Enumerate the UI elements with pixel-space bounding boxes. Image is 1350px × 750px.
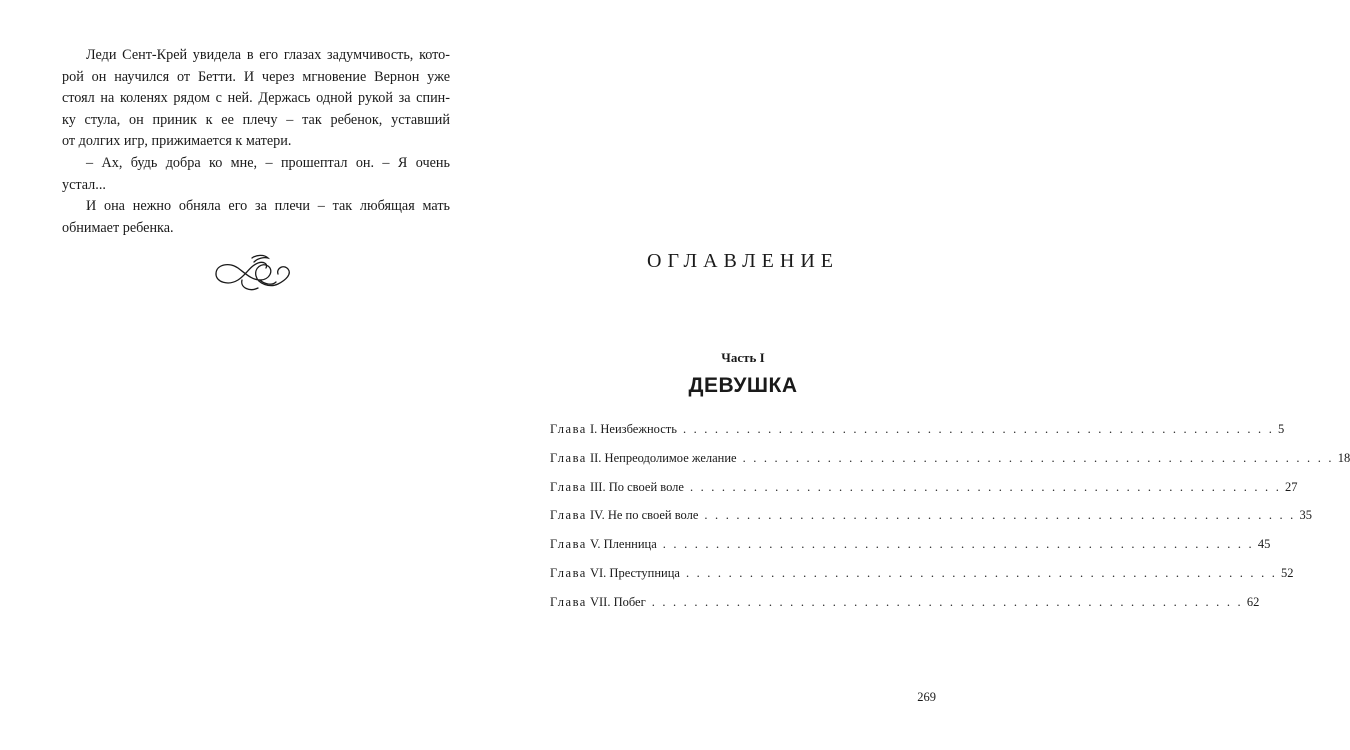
toc-entry-prefix: Глава xyxy=(550,508,587,523)
part-title: ДЕВУШКА xyxy=(688,374,798,397)
toc-entry-label xyxy=(550,451,737,466)
toc-entry-label xyxy=(550,595,646,610)
toc-entry[interactable] xyxy=(550,594,1260,624)
toc-entry-label xyxy=(550,508,698,523)
text-line: – Ах, будь добра ко мне, – прошептал он. – Я очень xyxy=(86,154,450,171)
toc-entry-title: VI. Преступница xyxy=(589,565,680,580)
text-line: Леди Сент-Крей увидела в его глазах задумчивость, кото- xyxy=(86,47,450,63)
toc-entry-prefix: Глава xyxy=(550,594,587,609)
toc-entry-prefix: Глава xyxy=(550,479,587,494)
flourish-ornament-icon xyxy=(212,250,296,296)
toc-entry-title: IV. Не по своей воле xyxy=(589,508,699,523)
toc-entry-label xyxy=(550,537,657,552)
toc-page-number: 45 xyxy=(1257,537,1271,552)
part-label: Часть I xyxy=(721,350,765,365)
leader-dots: . . . . . . . . . . . . . . . . . . . . . . . . . . . . . . . . . . . . . . . . . . . . . . . . . . . . . . . . xyxy=(689,479,1282,494)
paragraph xyxy=(62,196,450,239)
toc-entry-label xyxy=(550,422,677,437)
leader-dots: . . . . . . . . . . . . . . . . . . . . . . . . . . . . . . . . . . . . . . . . . . . . . . . . . . . . . . . . xyxy=(685,565,1278,580)
toc-entry[interactable] xyxy=(550,565,1294,595)
toc-entry-title: I. Неизбежность xyxy=(589,422,677,436)
text-line: от долгих игр, прижимается к матери. xyxy=(62,133,292,150)
toc-page-number: 52 xyxy=(1281,565,1294,580)
toc-page-number: 5 xyxy=(1278,422,1285,436)
page-number: 269 xyxy=(917,690,936,704)
leader-dots: . . . . . . . . . . . . . . . . . . . . . . . . . . . . . . . . . . . . . . . . . . . . . . . . . . . . . . . . xyxy=(662,537,1254,552)
text-line: стоял на коленях рядом с ней. Держась одной рукой за спин- xyxy=(62,90,450,107)
toc-entry-title: III. По своей воле xyxy=(589,479,684,494)
paragraph xyxy=(62,153,450,196)
toc-page-number: 18 xyxy=(1337,450,1350,465)
toc-entry-title: VII. Побег xyxy=(589,594,646,609)
toc-entry-prefix: Глава xyxy=(550,422,587,436)
toc-page-number: 35 xyxy=(1299,508,1312,523)
leader-dots: . . . . . . . . . . . . . . . . . . . . . . . . . . . . . . . . . . . . . . . . . . . . . . . . . . . . . . . . xyxy=(704,508,1296,523)
toc-entry-prefix: Глава xyxy=(550,565,587,580)
paragraph xyxy=(62,45,450,153)
text-line: И она нежно обняла его за плечи – так любящая мать xyxy=(86,198,450,215)
leader-dots: . . . . . . . . . . . . . . . . . . . . . . . . . . . . . . . . . . . . . . . . . . . . . . . . . . . . . . . . xyxy=(742,450,1334,465)
toc-entry-title: V. Пленница xyxy=(589,537,657,552)
toc-heading: ОГЛАВЛЕНИЕ xyxy=(647,250,839,272)
toc-page-number: 27 xyxy=(1285,479,1298,494)
leader-dots: . . . . . . . . . . . . . . . . . . . . . . . . . . . . . . . . . . . . . . . . . . . . . . . . . . . . . . . . xyxy=(651,594,1243,609)
text-line: рой он научился от Бетти. И через мгновение Вернон уже xyxy=(62,68,450,85)
toc-entry-label xyxy=(550,566,680,581)
toc-entry-title: II. Непреодолимое желание xyxy=(589,450,737,465)
leader-dots: . . . . . . . . . . . . . . . . . . . . . . . . . . . . . . . . . . . . . . . . . . . . . . . . . . . . . . . . xyxy=(682,422,1275,436)
toc-entry[interactable] xyxy=(550,537,1271,566)
toc-page-number: 62 xyxy=(1246,594,1260,609)
toc-entry[interactable] xyxy=(550,479,1298,509)
toc-entry[interactable] xyxy=(550,450,1350,480)
toc-entry-label xyxy=(550,480,684,495)
toc-entry-prefix: Глава xyxy=(550,537,587,552)
toc-entry-prefix: Глава xyxy=(550,450,587,465)
toc-entry[interactable] xyxy=(550,422,1285,451)
text-line: устал... xyxy=(62,176,106,193)
toc-list xyxy=(550,422,1350,624)
text-line: ку стула, он приник к ее плечу – так ребенок, уставший xyxy=(62,111,450,128)
toc-entry[interactable] xyxy=(550,508,1312,537)
text-line: обнимает ребенка. xyxy=(62,219,174,236)
story-text xyxy=(62,45,450,239)
